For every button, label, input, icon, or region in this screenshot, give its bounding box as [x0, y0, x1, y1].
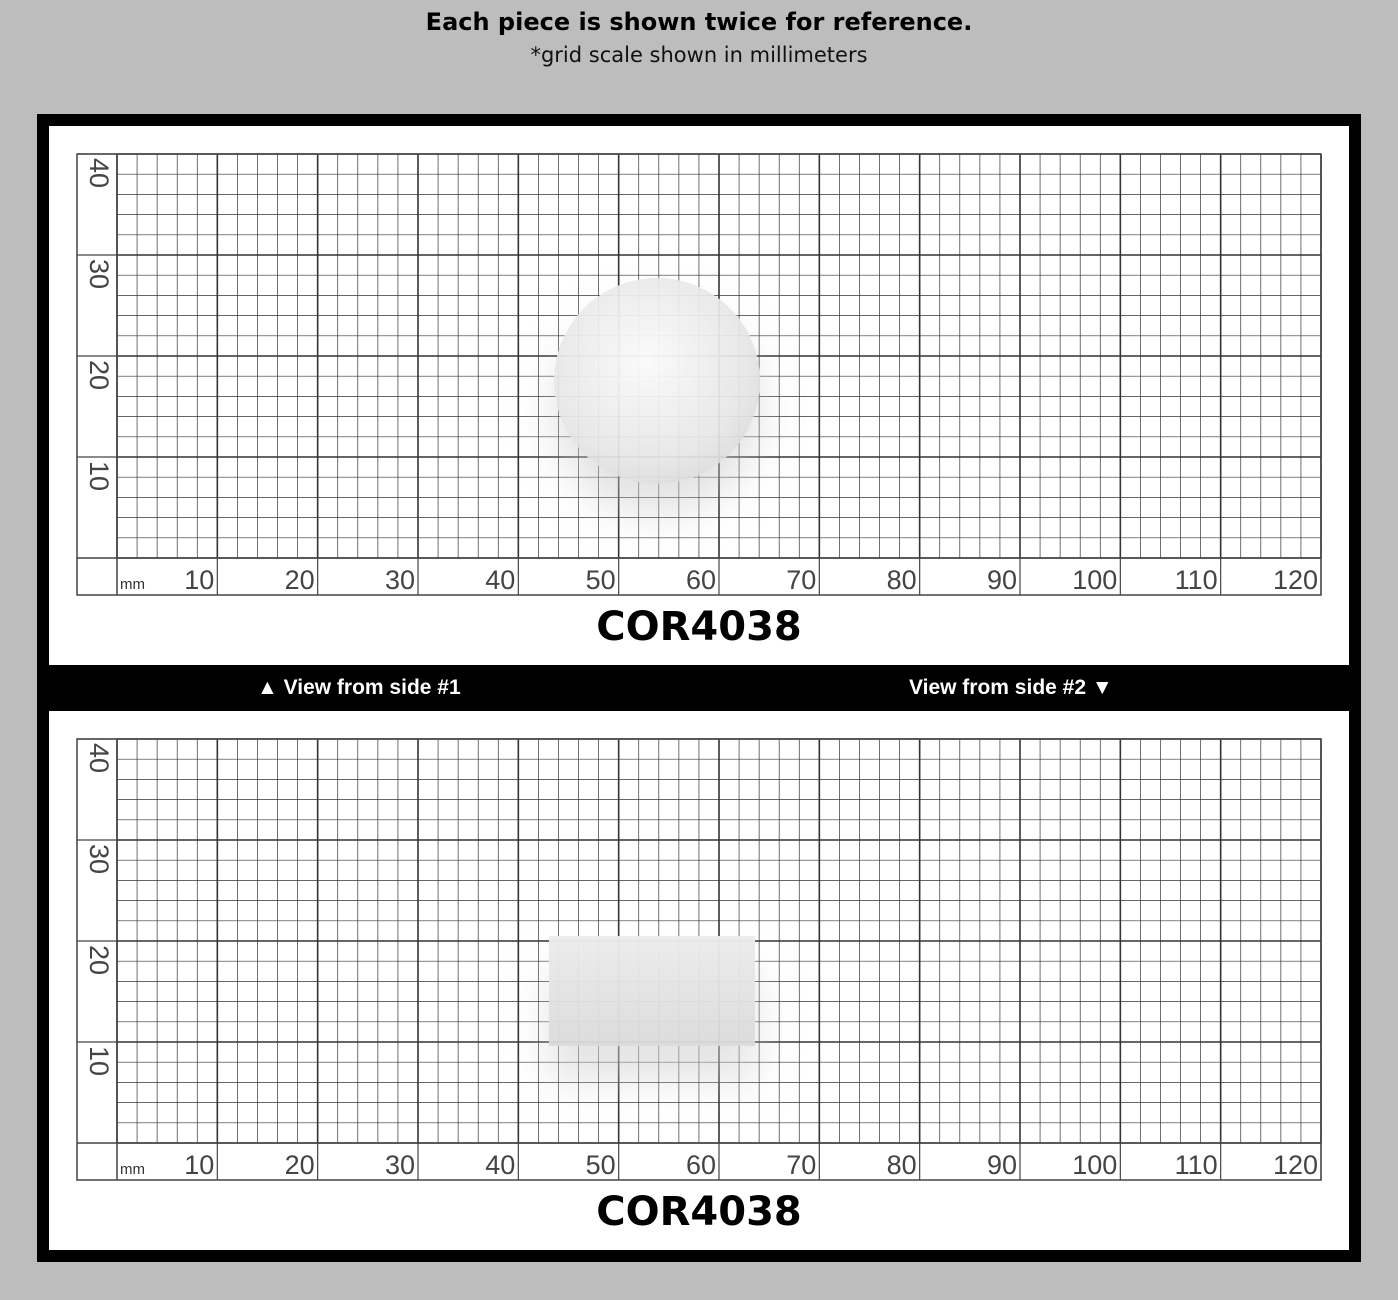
- page-title: Each piece is shown twice for reference.: [425, 8, 973, 36]
- y-tick-label: 30: [83, 259, 114, 290]
- x-tick-label: 10: [184, 565, 215, 595]
- view-side-1-label: ▲ View from side #1: [257, 676, 461, 699]
- page-subtitle: *grid scale shown in millimeters: [530, 43, 868, 67]
- x-tick-label: 80: [886, 1150, 917, 1180]
- x-tick-label: 70: [786, 1150, 817, 1180]
- x-tick-label: 70: [786, 565, 817, 595]
- x-tick-label: 50: [585, 565, 616, 595]
- x-tick-label: 40: [485, 565, 516, 595]
- y-tick-label: 20: [83, 360, 114, 391]
- unit-label: mm: [120, 576, 145, 593]
- x-tick-label: 60: [685, 1150, 716, 1180]
- y-tick-label: 40: [83, 743, 114, 774]
- x-tick-label: 120: [1272, 565, 1318, 595]
- view-side-2-label: View from side #2 ▼: [909, 676, 1113, 699]
- product-code-1: COR4038: [596, 604, 802, 650]
- x-tick-label: 90: [986, 1150, 1017, 1180]
- specimen-rectangle: [549, 936, 755, 1046]
- x-tick-label: 90: [986, 565, 1017, 595]
- x-tick-label: 120: [1272, 1150, 1318, 1180]
- x-tick-label: 40: [485, 1150, 516, 1180]
- x-tick-label: 100: [1072, 1150, 1118, 1180]
- x-tick-label: 20: [284, 565, 315, 595]
- y-tick-label: 10: [83, 461, 114, 492]
- y-tick-label: 30: [83, 844, 114, 875]
- y-tick-label: 40: [83, 158, 114, 189]
- panel-side-1: [49, 126, 1349, 665]
- x-tick-label: 20: [284, 1150, 315, 1180]
- panel-side-2: [49, 711, 1349, 1250]
- x-tick-label: 80: [886, 565, 917, 595]
- y-tick-label: 20: [83, 945, 114, 976]
- x-tick-label: 110: [1174, 565, 1218, 595]
- x-tick-label: 30: [384, 1150, 415, 1180]
- x-tick-label: 60: [685, 565, 716, 595]
- x-tick-label: 110: [1174, 1150, 1218, 1180]
- x-tick-label: 100: [1072, 565, 1118, 595]
- unit-label: mm: [120, 1161, 145, 1178]
- x-tick-label: 10: [184, 1150, 215, 1180]
- product-code-2: COR4038: [596, 1189, 802, 1235]
- specimen-circle: [554, 278, 760, 484]
- y-tick-label: 10: [83, 1046, 114, 1077]
- x-tick-label: 30: [384, 565, 415, 595]
- x-tick-label: 50: [585, 1150, 616, 1180]
